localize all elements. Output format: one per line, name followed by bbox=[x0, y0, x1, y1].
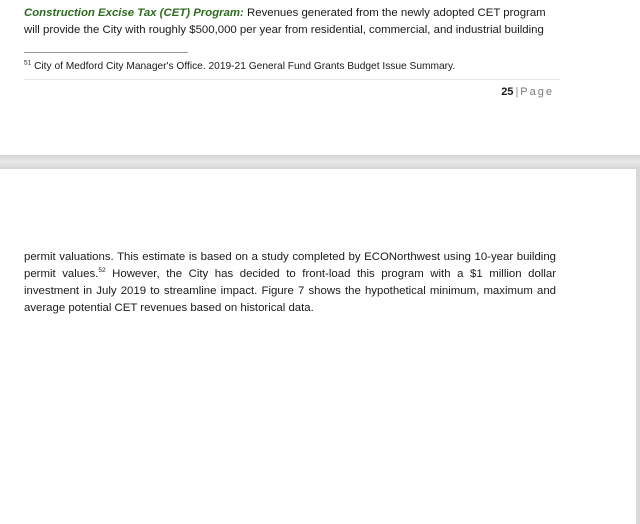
footer-divider bbox=[24, 79, 560, 80]
cet-continued-text-2: However, the City has decided to front-load this program with a $1 million dollar investment in July 2019 to streamline impact. Figure 7 shows the hypothetical minimum, maximum and average potential CET revenues based on historical data. bbox=[24, 268, 557, 314]
footnote-51 bbox=[24, 60, 564, 74]
document-page-top bbox=[0, 0, 640, 155]
footnote-separator bbox=[24, 52, 188, 53]
footnote-ref-52: 52 bbox=[98, 267, 106, 275]
document-page-bottom bbox=[0, 169, 636, 524]
page-number-value: 25 bbox=[501, 86, 514, 98]
cet-heading: Construction Excise Tax (CET) Program: bbox=[24, 7, 244, 19]
cet-paragraph-continued bbox=[24, 249, 556, 317]
cet-paragraph-text: Revenues generated from the newly adopted CET program will provide the City with roughly $500,000 per year from residential, commercial, and industrial building bbox=[24, 7, 546, 36]
page-break-gap bbox=[0, 155, 640, 169]
footnote-marker: 51 bbox=[24, 59, 32, 67]
footnote-text: City of Medford City Manager's Office. 2019-21 General Fund Grants Budget Issue Summary. bbox=[31, 61, 456, 72]
page-number bbox=[501, 85, 554, 99]
cet-paragraph-start bbox=[24, 5, 560, 38]
page-number-word: Page bbox=[520, 86, 554, 98]
page-number-separator: | bbox=[515, 86, 519, 98]
cet-continued-text-1: permit valuations. This estimate is based on a study completed by ECONorthwest using 10-year building permit values. bbox=[24, 251, 556, 280]
page-side-shadow bbox=[636, 169, 640, 524]
